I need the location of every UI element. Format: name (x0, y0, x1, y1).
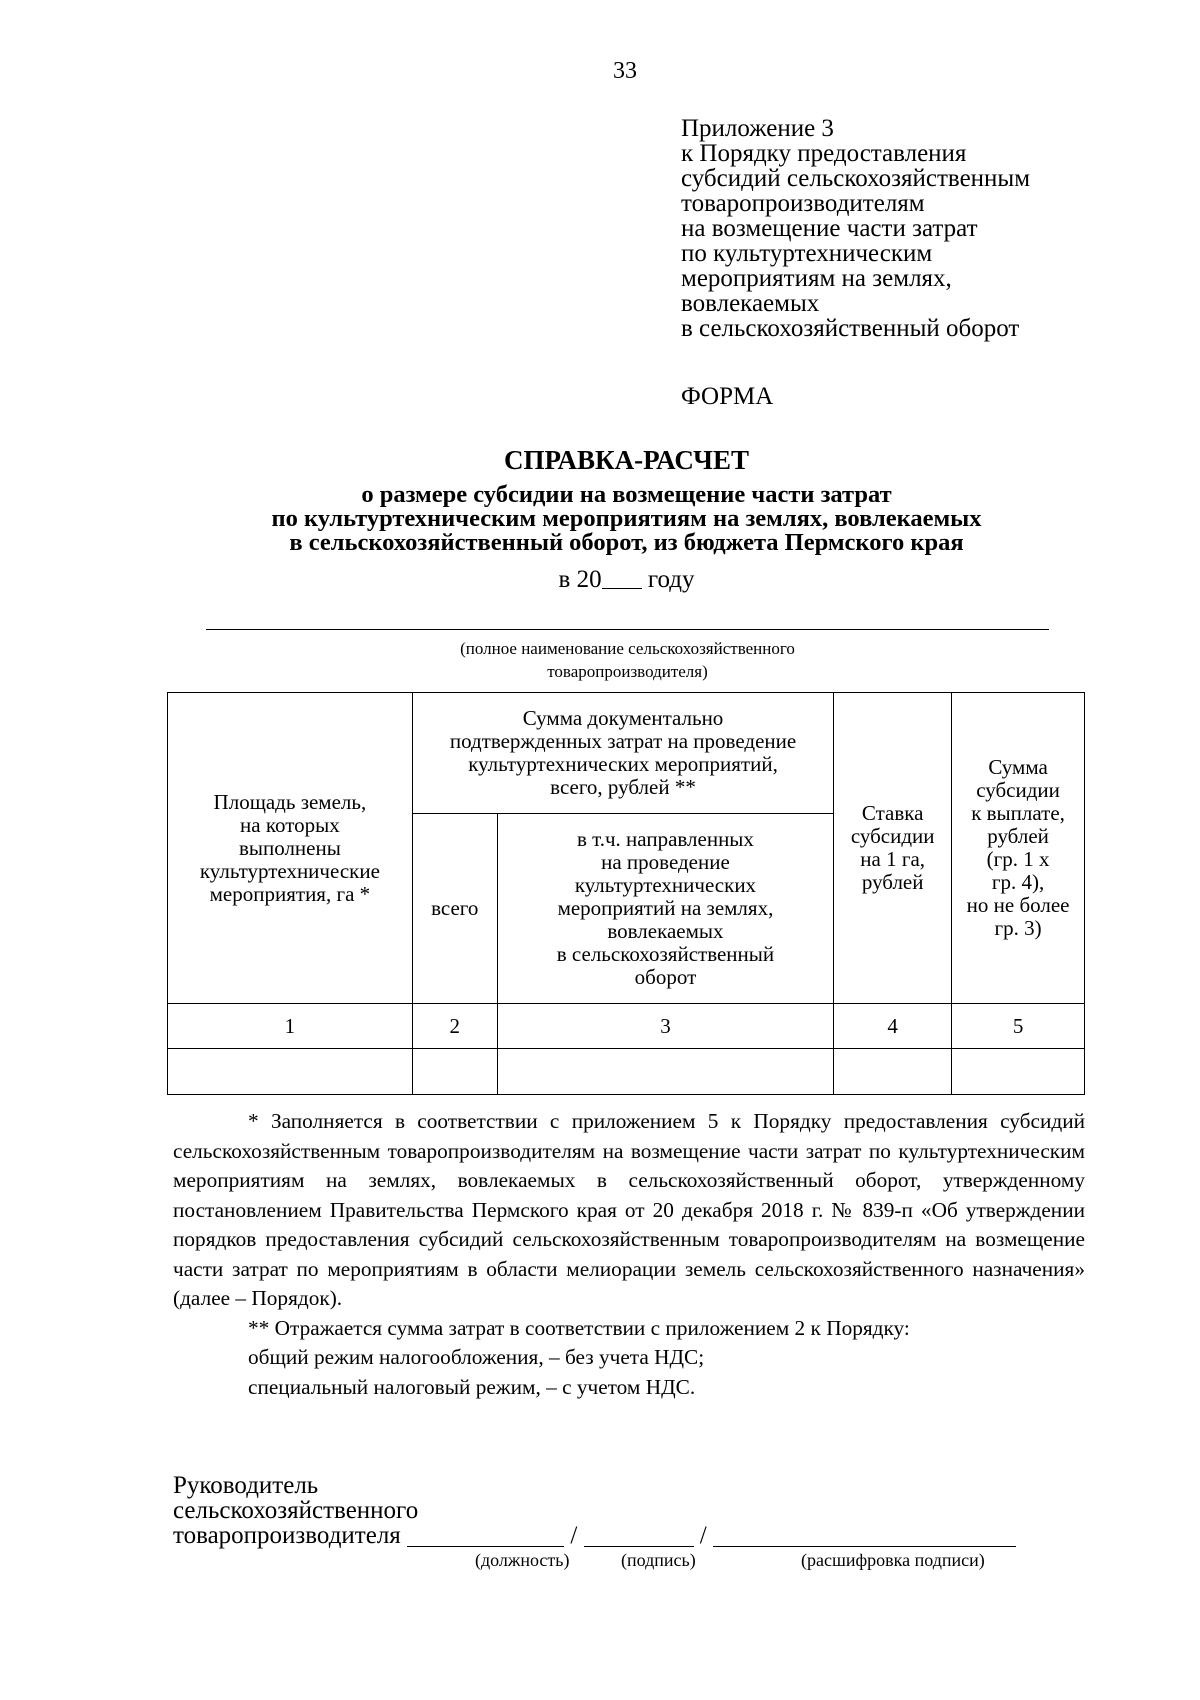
year-line (0, 566, 1200, 594)
document-subtitle (0, 483, 1200, 555)
cell-costs-total[interactable] (412, 1049, 497, 1095)
header-line: на которых (240, 812, 340, 837)
footnote-2-line: общий режим налогообложения, – без учета НДС; (248, 1345, 705, 1369)
header-line: подтвержденных затрат на проведение (449, 729, 797, 753)
header-line: гр. 3) (994, 916, 1042, 940)
header-line: культуртехнических мероприятий, (468, 752, 778, 776)
page-number: 33 (613, 58, 637, 84)
header-line: к выплате, (971, 801, 1065, 825)
column-number-row (168, 1004, 1085, 1049)
header-subsidy (952, 693, 1085, 1004)
header-line: оборот (634, 965, 697, 989)
footnote-2-line: специальный налоговый режим, – с учетом НДС. (248, 1374, 696, 1399)
signer-title (173, 1473, 418, 1523)
appendix-line: товаропроизводителям (681, 190, 925, 217)
column-number: 3 (497, 1004, 834, 1049)
header-line: выполнены (238, 835, 341, 860)
subtitle-line: о размере субсидии на возмещение части затрат (361, 481, 892, 508)
appendix-line: по культуртехническим (681, 240, 933, 267)
appendix-line: мероприятиям на землях, (681, 265, 952, 292)
appendix-line: субсидий сельскохозяйственным (681, 165, 1031, 192)
signature-decoding-field[interactable] (713, 1524, 1016, 1547)
header-line: в т.ч. направленных (576, 827, 754, 851)
appendix-line: вовлекаемых (681, 290, 820, 317)
header-line: культуртехнические (199, 858, 380, 883)
header-rate (834, 693, 952, 1004)
cell-rate[interactable] (834, 1049, 952, 1095)
signer-line: товаропроизводителя (173, 1522, 401, 1549)
header-line: Площадь земель, (213, 789, 367, 814)
appendix-reference (681, 116, 1030, 341)
separator: / (570, 1522, 578, 1549)
header-line: на 1 га, (860, 847, 926, 871)
signer-line: Руководитель (173, 1472, 319, 1499)
header-line: мероприятия, га * (209, 881, 371, 906)
header-area (168, 693, 413, 1004)
footnote-1: * Заполняется в соответствии с приложением 5 к Порядку предоставления субсидий сельскохозяйственным товаропроизводителям на возмещение части затрат по культуртехническим мероприятиям на землях, вовлекаемых в сельскохозяйственный оборот, утвержденному постановлением Правительства Пермского края от 20 декабря 2018 г. № 839-п «Об утверждении порядков предоставления субсидий сельскохозяйственным товаропроизводителям на возмещение части затрат по мероприятиям в области мелиорации земель сельскохозяйственного назначения» (далее – Порядок). (173, 1109, 1085, 1310)
appendix-line: в сельскохозяйственный оборот (681, 315, 1020, 342)
header-line: культуртехнических (574, 873, 757, 897)
form-label: ФОРМА (681, 383, 774, 410)
position-field[interactable] (407, 1524, 564, 1547)
cell-area[interactable] (168, 1049, 413, 1095)
caption-line: товаропроизводителя) (547, 662, 708, 681)
header-line: на проведение (601, 850, 730, 874)
position-caption: (должность) (475, 1550, 570, 1570)
signature-field[interactable] (584, 1524, 694, 1547)
signature-row (173, 1523, 1016, 1548)
cell-subsidy[interactable] (952, 1049, 1085, 1095)
header-line: субсидии (850, 824, 935, 848)
header-line: мероприятий на землях, (557, 896, 774, 920)
header-line: субсидии (976, 778, 1060, 802)
signer-line: сельскохозяйственного (173, 1497, 419, 1524)
cell-costs-involved[interactable] (497, 1049, 834, 1095)
header-line: Сумма документально (522, 706, 724, 730)
header-line: Ставка (861, 801, 924, 825)
decoding-caption: (расшифровка подписи) (801, 1550, 985, 1570)
header-line: вовлекаемых (607, 919, 724, 943)
header-line: Сумма (988, 755, 1048, 779)
column-number: 4 (834, 1004, 952, 1049)
year-suffix: году (641, 566, 695, 593)
separator: / (699, 1522, 707, 1549)
caption-line: (полное наименование сельскохозяйственного (460, 639, 795, 658)
header-line: (гр. 1 х (986, 847, 1050, 871)
subtitle-line: в сельскохозяйственный оборот, из бюджета Пермского края (289, 529, 964, 556)
header-line: но не более (966, 893, 1070, 917)
signature-caption: (подпись) (621, 1550, 696, 1570)
header-line: рублей (987, 824, 1049, 848)
appendix-line: Приложение 3 (681, 115, 834, 142)
year-blank-field[interactable] (602, 566, 642, 589)
footnote-2: ** Отражается сумма затрат в соответствии с приложением 2 к Порядку: (248, 1315, 910, 1340)
appendix-line: к Порядку предоставления (681, 140, 967, 167)
header-line: рублей (861, 870, 924, 894)
header-costs-total: всего (412, 814, 497, 1004)
year-prefix: в 20 (558, 566, 602, 593)
header-costs (412, 693, 833, 814)
calculation-table (167, 692, 1085, 1095)
header-line: в сельскохозяйственный (556, 942, 775, 966)
appendix-line: на возмещение части затрат (681, 215, 978, 242)
producer-name-caption (206, 637, 1049, 683)
header-line: гр. 4), (991, 870, 1045, 894)
subtitle-line: по культуртехническим мероприятиям на землях, вовлекаемых (271, 505, 982, 532)
column-number: 1 (168, 1004, 413, 1049)
data-row (168, 1049, 1085, 1095)
header-line: всего, рублей ** (550, 775, 696, 799)
column-number: 5 (952, 1004, 1085, 1049)
header-costs-involved-lands (497, 814, 834, 1004)
producer-name-field[interactable] (206, 629, 1049, 630)
document-title: СПРАВКА-РАСЧЕТ (504, 445, 749, 475)
footnotes (173, 1107, 1085, 1402)
column-number: 2 (412, 1004, 497, 1049)
